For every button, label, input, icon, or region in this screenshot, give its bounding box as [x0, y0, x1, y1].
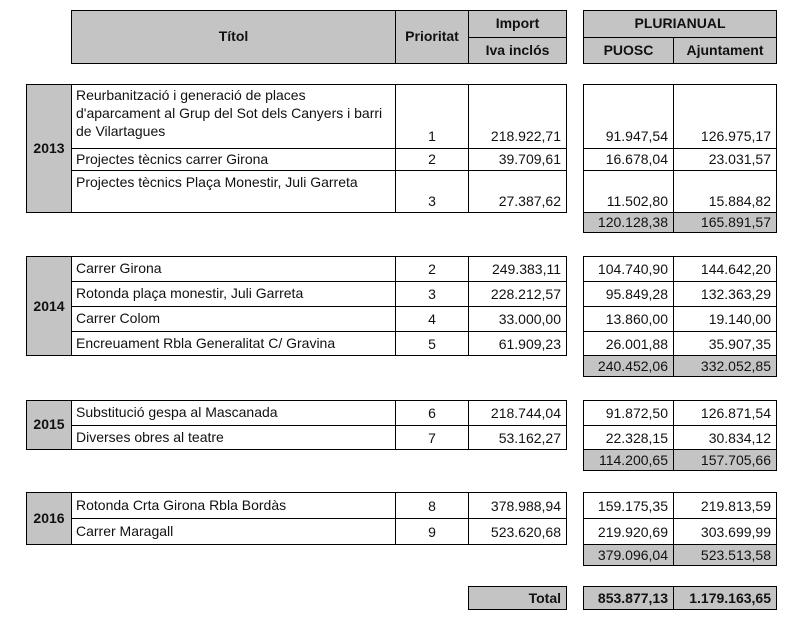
row-ajunt: 132.363,29 [700, 286, 771, 302]
row-ajunt: 35.907,35 [708, 336, 771, 352]
row-puosc: 95.849,28 [605, 286, 668, 302]
subtotal-puosc: 120.128,38 [597, 214, 668, 230]
row-puosc: 159.175,35 [597, 498, 668, 514]
row-title: Reurbanització i generació de places d'aparcament al Grup del Sot dels Canyers i barri de Vilartagues [76, 87, 383, 139]
row-ajunt: 144.642,20 [700, 261, 771, 277]
subtotal-puosc: 114.200,65 [598, 452, 668, 468]
row-prio: 1 [428, 128, 436, 144]
row-puosc: 26.001,88 [605, 336, 668, 352]
row-import: 249.383,11 [491, 261, 561, 277]
row-prio: 8 [428, 498, 436, 514]
row-puosc: 22.328,15 [605, 430, 668, 446]
header-import: Import [495, 15, 540, 31]
row-import: 218.922,71 [490, 128, 561, 144]
year-label-2015: 2015 [33, 416, 65, 432]
subtotal-ajunt: 157.705,66 [700, 452, 771, 468]
row-prio: 6 [428, 405, 436, 421]
row-prio: 4 [428, 311, 436, 327]
row-puosc: 104.740,90 [597, 261, 668, 277]
row-puosc: 11.502,80 [606, 193, 668, 209]
subtotal-ajunt: 332.052,85 [700, 358, 771, 374]
year-label-2013: 2013 [33, 140, 65, 156]
row-ajunt: 219.813,59 [700, 498, 771, 514]
header-iva: Iva inclós [485, 42, 550, 58]
row-title: Projectes tècnics Plaça Monestir, Juli Garreta [76, 174, 358, 190]
header-prioritat: Prioritat [405, 28, 459, 44]
header-plurianual: PLURIANUAL [634, 15, 726, 31]
row-import: 33.000,00 [498, 311, 561, 327]
subtotal-puosc: 240.452,06 [597, 358, 668, 374]
row-prio: 3 [428, 286, 436, 302]
row-prio: 2 [428, 261, 436, 277]
row-puosc: 16.678,04 [605, 151, 668, 167]
subtotal-ajunt: 523.513,58 [700, 547, 771, 563]
row-ajunt: 15.884,82 [708, 193, 771, 209]
row-import: 228.212,57 [490, 286, 561, 302]
row-ajunt: 126.871,54 [700, 405, 771, 421]
row-title: Carrer Maragall [76, 523, 174, 539]
row-prio: 3 [428, 193, 436, 209]
row-ajunt: 303.699,99 [700, 524, 771, 540]
subtotal-puosc: 379.096,04 [597, 547, 668, 563]
row-title: Encreuament Rbla Generalitat C/ Gravina [76, 335, 336, 351]
total-ajunt: 1.179.163,65 [689, 590, 771, 606]
row-import: 27.387,62 [498, 193, 561, 209]
header-titol: Títol [218, 28, 249, 44]
row-title: Substitució gespa al Mascanada [76, 404, 278, 420]
row-puosc: 219.920,69 [597, 524, 668, 540]
year-label-2014: 2014 [33, 298, 65, 314]
row-prio: 9 [428, 524, 436, 540]
row-import: 61.909,23 [498, 336, 561, 352]
header-ajuntament: Ajuntament [686, 42, 764, 58]
row-puosc: 91.947,54 [605, 128, 668, 144]
subtotal-ajunt: 165.891,57 [700, 214, 771, 230]
row-ajunt: 19.140,00 [708, 311, 771, 327]
row-import: 378.988,94 [490, 498, 561, 514]
row-prio: 7 [428, 430, 436, 446]
row-ajunt: 23.031,57 [708, 151, 771, 167]
header-puosc: PUOSC [603, 42, 654, 58]
row-import: 53.162,27 [498, 430, 561, 446]
row-puosc: 13.860,00 [605, 311, 668, 327]
year-label-2016: 2016 [33, 510, 65, 526]
row-title: Projectes tècnics carrer Girona [76, 151, 269, 167]
row-title: Diverses obres al teatre [76, 429, 224, 445]
row-title: Carrer Girona [76, 260, 162, 276]
row-import: 218.744,04 [490, 405, 561, 421]
total-puosc: 853.877,13 [597, 590, 668, 606]
row-puosc: 91.872,50 [605, 405, 668, 421]
row-prio: 2 [428, 151, 436, 167]
row-ajunt: 30.834,12 [708, 430, 771, 446]
total-label: Total [528, 590, 561, 606]
row-title: Rotonda Crta Girona Rbla Bordàs [76, 497, 287, 513]
row-ajunt: 126.975,17 [700, 128, 771, 144]
row-title: Carrer Colom [76, 310, 161, 326]
row-title: Rotonda plaça monestir, Juli Garreta [76, 285, 304, 301]
row-import: 39.709,61 [498, 151, 561, 167]
row-prio: 5 [428, 336, 436, 352]
row-import: 523.620,68 [490, 524, 561, 540]
